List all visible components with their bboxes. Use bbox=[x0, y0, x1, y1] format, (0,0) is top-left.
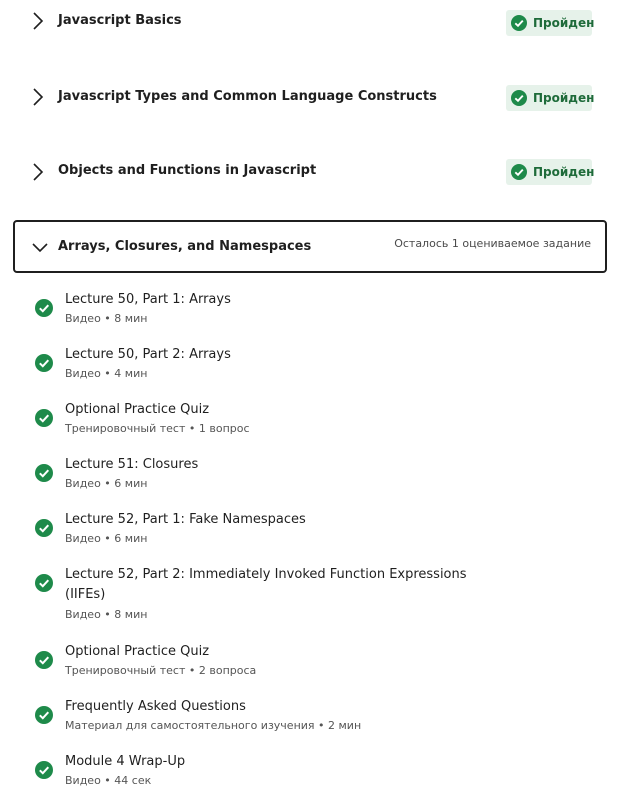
check-circle-icon bbox=[35, 354, 53, 372]
check-circle-icon bbox=[35, 464, 53, 482]
module-title: Javascript Basics bbox=[58, 13, 182, 28]
status-badge-label: Пройден bbox=[533, 91, 595, 105]
check-circle-icon bbox=[35, 574, 53, 592]
check-circle-icon bbox=[35, 706, 53, 724]
status-badge bbox=[506, 159, 595, 185]
lesson-item[interactable] bbox=[30, 752, 590, 792]
module-row-javascript-basics[interactable] bbox=[0, 0, 617, 44]
lesson-meta: Видео • 8 мин bbox=[65, 312, 148, 325]
lesson-title: Frequently Asked Questions bbox=[65, 699, 246, 714]
lesson-item[interactable] bbox=[30, 565, 590, 625]
lesson-title: Lecture 50, Part 1: Arrays bbox=[65, 292, 231, 307]
lesson-title: Module 4 Wrap-Up bbox=[65, 754, 186, 769]
lesson-meta: Тренировочный тест • 2 вопроса bbox=[65, 664, 257, 677]
lesson-item[interactable] bbox=[30, 290, 590, 330]
lesson-title: Lecture 52, Part 2: Immediately Invoked Function Expressions (IIFEs) bbox=[65, 567, 467, 602]
module-title: Objects and Functions in Javascript bbox=[58, 163, 317, 178]
chevron-right-icon bbox=[31, 161, 45, 183]
status-badge-label: Пройден bbox=[533, 16, 595, 30]
lesson-item[interactable] bbox=[30, 697, 590, 737]
check-circle-icon bbox=[35, 519, 53, 537]
check-circle-icon bbox=[511, 15, 527, 31]
check-circle-icon bbox=[35, 761, 53, 779]
chevron-right-icon bbox=[31, 86, 45, 108]
lesson-meta: Видео • 6 мин bbox=[65, 477, 148, 490]
lesson-item[interactable] bbox=[30, 642, 590, 682]
status-badge-label: Пройден bbox=[533, 165, 595, 179]
check-circle-icon bbox=[511, 90, 527, 106]
status-badge bbox=[506, 85, 595, 111]
lesson-item[interactable] bbox=[30, 455, 590, 495]
status-badge bbox=[506, 10, 595, 36]
remaining-assignments: Осталось 1 оцениваемое задание bbox=[394, 237, 591, 250]
lesson-title: Lecture 51: Closures bbox=[65, 457, 199, 472]
module-row-objects-functions[interactable] bbox=[0, 148, 617, 194]
lesson-meta: Тренировочный тест • 1 вопрос bbox=[65, 422, 250, 435]
lesson-meta: Видео • 8 мин bbox=[65, 608, 148, 621]
lesson-item[interactable] bbox=[30, 400, 590, 440]
lesson-title: Lecture 50, Part 2: Arrays bbox=[65, 347, 231, 362]
lesson-meta: Видео • 6 мин bbox=[65, 532, 148, 545]
lesson-meta: Видео • 44 сек bbox=[65, 774, 152, 787]
lesson-meta: Материал для самостоятельного изучения • 2 мин bbox=[65, 719, 362, 732]
module-row-javascript-types[interactable] bbox=[0, 74, 617, 120]
lesson-item[interactable] bbox=[30, 345, 590, 385]
chevron-down-icon bbox=[31, 242, 49, 254]
check-circle-icon bbox=[511, 164, 527, 180]
lesson-title: Optional Practice Quiz bbox=[65, 644, 210, 659]
check-circle-icon bbox=[35, 299, 53, 317]
module-title: Arrays, Closures, and Namespaces bbox=[58, 239, 312, 254]
check-circle-icon bbox=[35, 651, 53, 669]
lesson-meta: Видео • 4 мин bbox=[65, 367, 148, 380]
module-title: Javascript Types and Common Language Constructs bbox=[58, 89, 437, 104]
lesson-title: Lecture 52, Part 1: Fake Namespaces bbox=[65, 512, 306, 527]
lesson-item[interactable] bbox=[30, 510, 590, 550]
check-circle-icon bbox=[35, 409, 53, 427]
chevron-right-icon bbox=[31, 10, 45, 32]
module-row-arrays-closures-namespaces[interactable] bbox=[13, 220, 607, 273]
lesson-title: Optional Practice Quiz bbox=[65, 402, 210, 417]
